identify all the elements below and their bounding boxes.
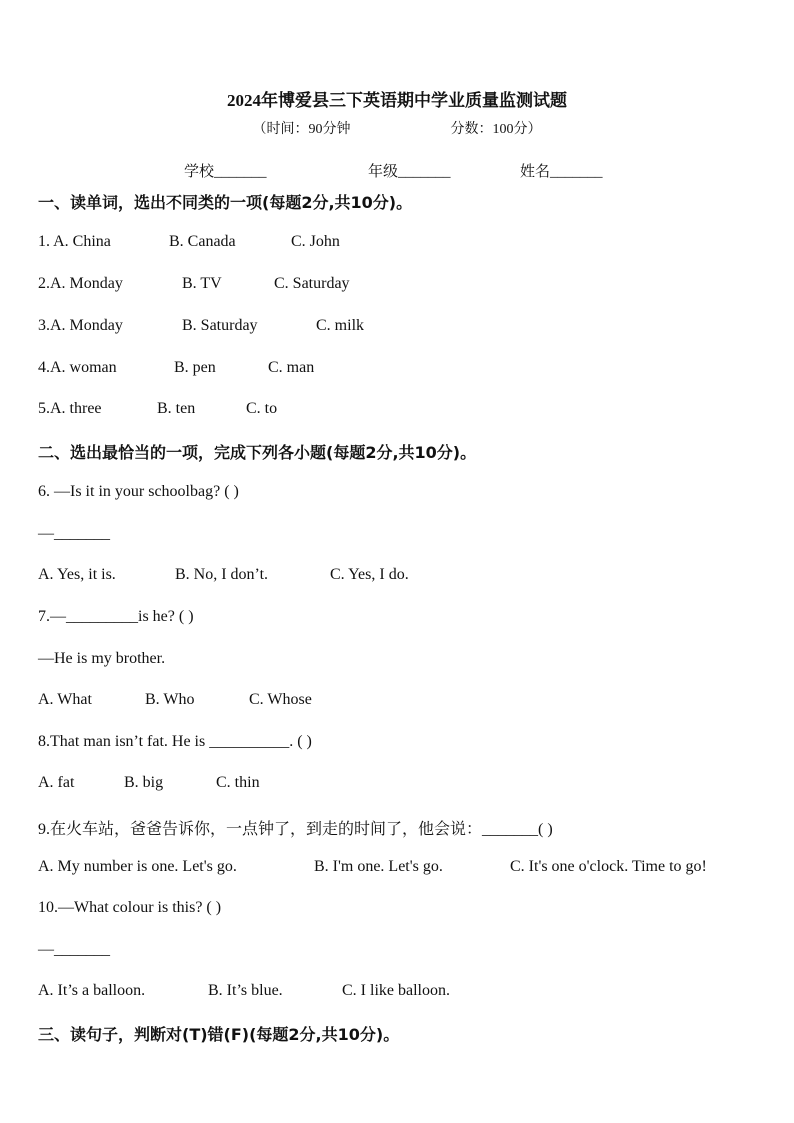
- option-c: C. I like balloon.: [342, 982, 450, 999]
- question-8-stem: 8.That man isn’t fat. He is __________. ( ): [38, 733, 312, 750]
- option-b: B. big: [124, 774, 164, 791]
- option-a: A. fat: [38, 774, 75, 791]
- option-b: B. No, I don’t.: [175, 566, 269, 583]
- section3-heading: 三、读句子，判断对(T)错(F)(每题2分,共10分)。: [38, 1025, 400, 1044]
- option-a: 4.A. woman: [38, 359, 117, 376]
- option-c: C. Saturday: [274, 275, 350, 292]
- option-b: B. Who: [145, 691, 195, 708]
- grade-field: 年级_______: [368, 164, 451, 180]
- question-6-answer-line: —_______: [38, 525, 110, 542]
- option-c: C. thin: [216, 774, 260, 791]
- option-c: C. man: [268, 359, 315, 376]
- option-b: B. I'm one. Let's go.: [314, 858, 443, 875]
- question-10-stem: 10.—What colour is this? ( ): [38, 899, 222, 916]
- option-a: 5.A. three: [38, 400, 102, 417]
- option-b: B. Canada: [169, 233, 236, 250]
- option-a: A. What: [38, 691, 92, 708]
- exam-title: 2024年博爱县三下英语期中学业质量监测试题: [227, 91, 567, 110]
- school-field: 学校_______: [184, 164, 267, 180]
- option-a: 3.A. Monday: [38, 317, 123, 334]
- section2-heading: 二、选出最恰当的一项，完成下列各小题(每题2分,共10分)。: [38, 443, 477, 462]
- option-b: B. ten: [157, 400, 196, 417]
- exam-subtitle: [0, 118, 794, 138]
- question-9-stem: 9.在火车站，爸爸告诉你，一点钟了，到走的时间了，他会说：_______( ): [38, 821, 553, 838]
- option-a: 1. A. China: [38, 233, 111, 250]
- option-b: B. TV: [182, 275, 222, 292]
- option-a: A. It’s a balloon.: [38, 982, 146, 999]
- question-10-answer-line: —_______: [38, 941, 110, 958]
- option-a: A. My number is one. Let's go.: [38, 858, 237, 875]
- option-b: B. It’s blue.: [208, 982, 283, 999]
- question-7-reply: —He is my brother.: [38, 650, 166, 667]
- option-c: C. It's one o'clock. Time to go!: [510, 858, 707, 875]
- option-b: B. pen: [174, 359, 216, 376]
- option-a: A. Yes, it is.: [38, 566, 116, 583]
- option-c: C. to: [246, 400, 278, 417]
- question-6-stem: 6. —Is it in your schoolbag? ( ): [38, 483, 239, 500]
- option-c: C. milk: [316, 317, 365, 334]
- question-7-stem: 7.—_________is he? ( ): [38, 608, 194, 625]
- option-a: 2.A. Monday: [38, 275, 123, 292]
- option-c: C. John: [291, 233, 340, 250]
- option-c: C. Whose: [249, 691, 312, 708]
- option-b: B. Saturday: [182, 317, 258, 334]
- exam-time: （时间：90分钟: [252, 122, 351, 137]
- section1-heading: 一、读单词，选出不同类的一项(每题2分,共10分)。: [38, 193, 413, 212]
- exam-score: 分数：100分）: [450, 122, 542, 137]
- option-c: C. Yes, I do.: [330, 566, 409, 583]
- name-field: 姓名_______: [520, 164, 603, 180]
